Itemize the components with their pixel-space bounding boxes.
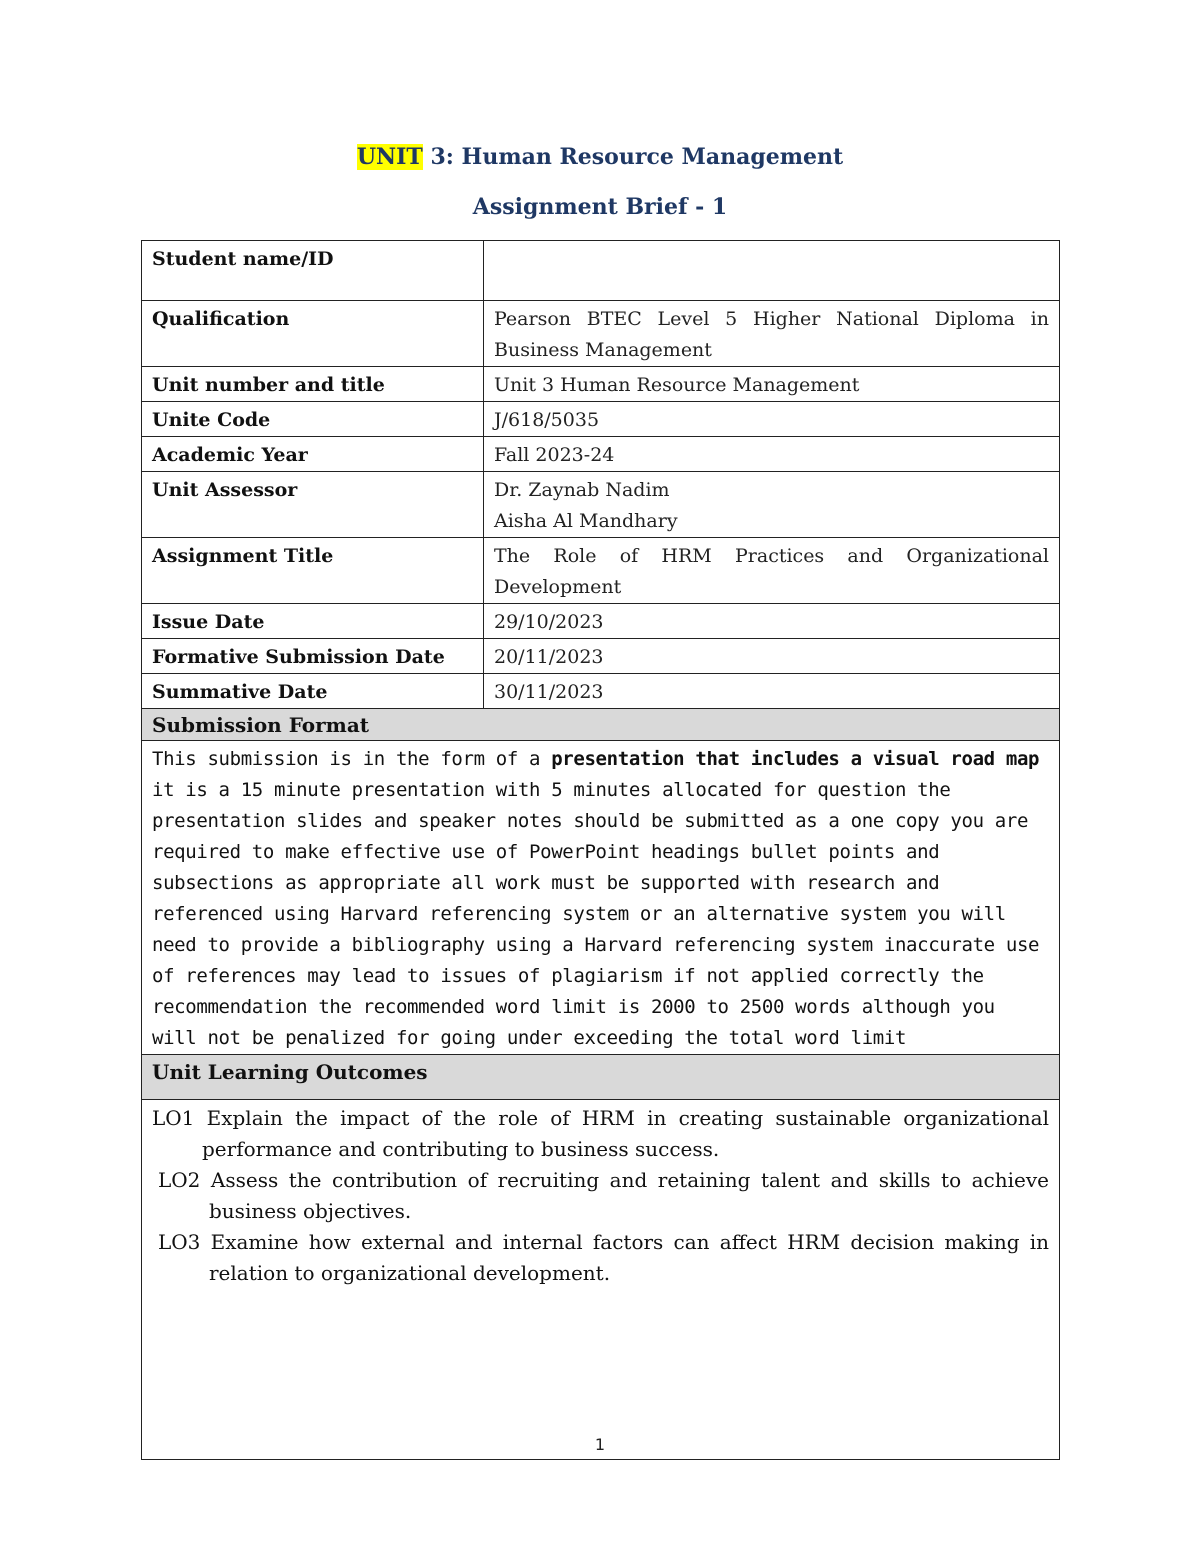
page-number: 1	[594, 1435, 606, 1454]
row-label: Issue Date	[142, 604, 484, 639]
row-value: 29/10/2023	[484, 604, 1060, 639]
row-value	[484, 472, 1060, 538]
learning-outcomes-row	[142, 1100, 1060, 1460]
row-label: Unit number and title	[142, 367, 484, 402]
submission-format-row	[142, 741, 1060, 1055]
learning-outcomes-heading: Unit Learning Outcomes	[142, 1055, 1060, 1100]
unit-title	[0, 144, 1200, 170]
unit-title-text: 3: Human Resource Management	[422, 144, 844, 170]
table-row	[142, 301, 1060, 367]
row-label: Assignment Title	[142, 538, 484, 604]
table-row	[142, 241, 1060, 301]
section-header-row	[142, 709, 1060, 741]
row-label: Summative Date	[142, 674, 484, 709]
row-label: Academic Year	[142, 437, 484, 472]
row-label: Student name/ID	[142, 241, 484, 301]
table-row	[142, 367, 1060, 402]
table-row	[142, 538, 1060, 604]
learning-outcome-item: LO1 Explain the impact of the role of HRM in creating sustainable organizational performance and contributing to business success.	[152, 1106, 1049, 1161]
table-row	[142, 437, 1060, 472]
row-label: Unite Code	[142, 402, 484, 437]
unit-highlight: UNIT	[356, 144, 423, 170]
row-value: Pearson BTEC Level 5 Higher National Diploma in Business Management	[484, 301, 1060, 367]
row-value: The Role of HRM Practices and Organizational Development	[484, 538, 1060, 604]
learning-outcome-item: LO3 Examine how external and internal factors can affect HRM decision making in relation to organizational development.	[158, 1230, 1049, 1285]
submission-format-heading: Submission Format	[142, 709, 1060, 741]
submission-format-text	[142, 741, 1060, 1055]
table-row	[142, 604, 1060, 639]
row-value: 20/11/2023	[484, 639, 1060, 674]
row-label: Formative Submission Date	[142, 639, 484, 674]
learning-outcomes-cell	[142, 1100, 1060, 1460]
row-value: Unit 3 Human Resource Management	[484, 367, 1060, 402]
section-header-row	[142, 1055, 1060, 1100]
row-label: Unit Assessor	[142, 472, 484, 538]
student-name-field[interactable]	[484, 241, 1060, 301]
table-row	[142, 402, 1060, 437]
assessor-name: Dr. Zaynab Nadim	[494, 479, 670, 501]
row-value: J/618/5035	[484, 402, 1060, 437]
submission-body: it is a 15 minute presentation with 5 minutes allocated for question the presentation slides and speaker notes should be submitted as a one copy you are required to make effective use of PowerPoint headings bullet points and subsections as appropriate all work must be supported with research and referenced using Harvard referencing system or an alternative system you will need to provide a bibliography using a Harvard referencing system inaccurate use of references may lead to issues of plagiarism if not applied correctly the recommendation the recommended word limit is 2000 to 2500 words although you will not be penalized for going under exceeding the total word limit	[152, 779, 1040, 1049]
table-row	[142, 674, 1060, 709]
assignment-brief-table	[141, 240, 1060, 1460]
table-row	[142, 472, 1060, 538]
row-value: 30/11/2023	[484, 674, 1060, 709]
row-value: Fall 2023-24	[484, 437, 1060, 472]
assignment-subtitle: Assignment Brief - 1	[472, 194, 728, 220]
submission-bold: presentation that includes a visual road map	[551, 748, 1040, 770]
submission-intro: This submission is in the form of a	[152, 748, 552, 770]
learning-outcome-item: LO2 Assess the contribution of recruiting and retaining talent and skills to achieve business objectives.	[158, 1168, 1049, 1223]
row-label: Qualification	[142, 301, 484, 367]
assessor-name: Aisha Al Mandhary	[494, 510, 678, 532]
table-row	[142, 639, 1060, 674]
